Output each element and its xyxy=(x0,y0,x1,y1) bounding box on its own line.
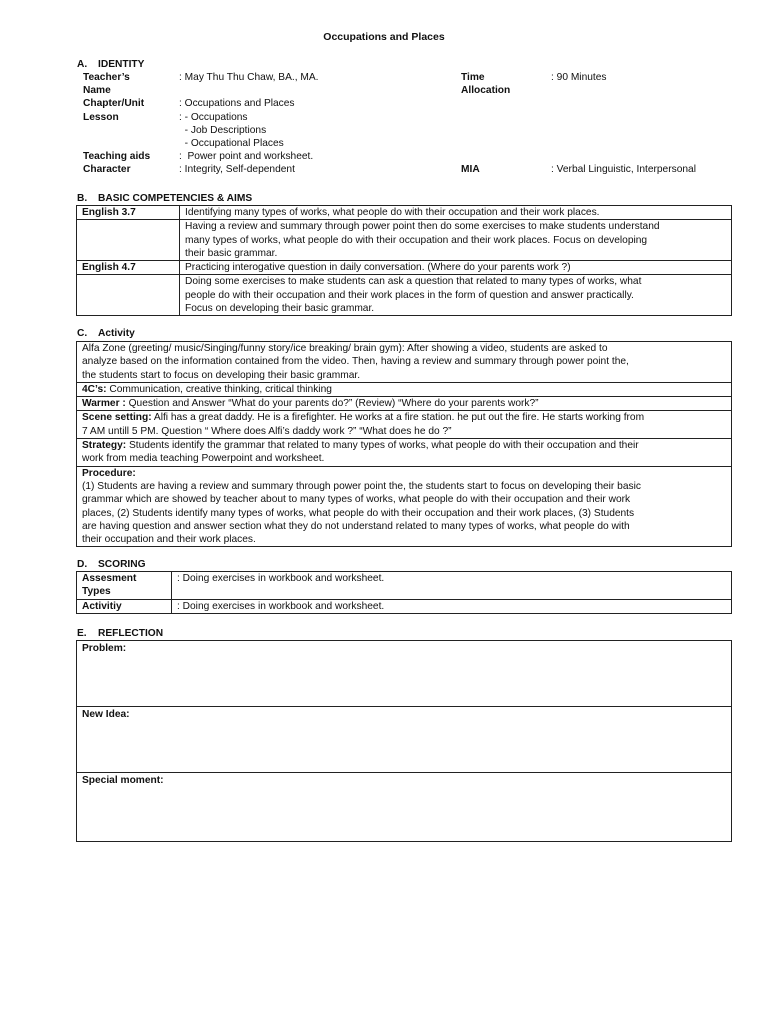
text-line: Focus on developing their basic grammar. xyxy=(185,303,375,315)
chapter-value: : Occupations and Places xyxy=(179,98,295,110)
text-line xyxy=(82,439,726,452)
text-line: Alfa Zone (greeting/ music/Singing/funny story/ice breaking/ brain gym): After showing a video, students are asked to xyxy=(82,343,608,354)
aids-label: Teaching aids xyxy=(83,151,151,163)
identity-block xyxy=(83,71,733,177)
text-line: (1) Students are having a review and summary through power point the, the students start to focus on developing their basic xyxy=(82,480,641,492)
section-letter: E. xyxy=(77,628,87,639)
scene-cell xyxy=(77,411,732,439)
section-letter: C. xyxy=(77,328,88,339)
scoring-table xyxy=(76,571,732,614)
strategy-text: Students identify the grammar that related to many types of works, what people do with their occupation and their xyxy=(126,440,639,452)
section-letter: D. xyxy=(77,559,88,570)
text-line: people do with their occupation and their work places in the form of question and answer practically. xyxy=(185,289,634,301)
section-title: REFLECTION xyxy=(98,628,164,639)
section-letter: B. xyxy=(77,193,88,204)
alfa-zone-cell xyxy=(77,342,732,383)
section-a-heading xyxy=(77,58,144,71)
special-moment-label: Special moment: xyxy=(82,775,164,786)
four-c-cell xyxy=(77,382,732,396)
text-line: grammar which are showed by teacher about to many types of works, what people do with their occupation and their work xyxy=(82,494,631,506)
document-title: Occupations and Places xyxy=(323,31,445,43)
lesson-line: : - Occupations xyxy=(179,111,248,123)
assessment-label xyxy=(77,572,172,600)
activity-value: : Doing exercises in workbook and worksheet. xyxy=(172,599,732,613)
scene-text: Alfi has a great daddy. He is a firefighter. He works at a fire station. he put out the fire. He starts working from xyxy=(151,412,645,424)
competency-key xyxy=(77,220,180,261)
table-row xyxy=(77,342,732,383)
mia-value: : Verbal Linguistic, Interpersonal xyxy=(551,164,696,176)
activity-label: Activitiy xyxy=(77,599,172,613)
text-line: analyze based on the information contained from the video. Then, having a review and summary through power point the, xyxy=(82,356,629,368)
procedure-label: Procedure: xyxy=(82,467,136,479)
four-c-text: Communication, creative thinking, critical thinking xyxy=(106,383,332,395)
text-line: their basic grammar. xyxy=(185,247,278,259)
time-value: : 90 Minutes xyxy=(551,72,607,83)
table-row xyxy=(77,707,732,773)
section-c-heading xyxy=(77,327,135,340)
competency-text xyxy=(180,275,732,316)
aids-value: : Power point and worksheet. xyxy=(179,151,314,163)
table-row xyxy=(77,599,732,613)
text-line: their occupation and their work places. xyxy=(82,534,256,546)
table-row xyxy=(77,397,732,411)
competency-text xyxy=(180,220,732,261)
text-line: the students start to focus on developing their basic grammar. xyxy=(82,369,361,381)
mia-label: MIA xyxy=(461,164,480,176)
new-idea-cell[interactable] xyxy=(77,707,732,773)
table-row xyxy=(77,466,732,547)
time-label: Time xyxy=(461,72,485,83)
activity-table xyxy=(76,341,732,547)
table-row xyxy=(77,382,732,396)
strategy-cell xyxy=(77,439,732,467)
text-line: Practicing interogative question in daily conversation. (Where do your parents work ?) xyxy=(185,262,571,274)
text-line: places, (2) Students identify many types of works, what people do with their occupation and their work places, (3) Students xyxy=(82,507,635,519)
table-row xyxy=(77,275,732,316)
table-row xyxy=(77,773,732,842)
section-d-heading xyxy=(77,558,146,571)
section-title: BASIC COMPETENCIES & AIMS xyxy=(98,193,253,204)
section-title: Activity xyxy=(98,328,135,339)
text-line: many types of works, what people do with their occupation and their work places. Focus on developing xyxy=(185,234,648,246)
section-e-heading xyxy=(77,627,163,640)
section-title: IDENTITY xyxy=(98,59,145,70)
section-letter: A. xyxy=(77,59,88,70)
text-line: Identifying many types of works, what people do with their occupation and their work places. xyxy=(185,207,600,218)
teacher-value: : May Thu Thu Chaw, BA., MA. xyxy=(179,72,319,83)
chapter-label: Chapter/Unit xyxy=(83,98,145,110)
time-label-cont: Allocation xyxy=(461,85,511,97)
reflection-table xyxy=(76,640,732,842)
teacher-label: Teacher’s xyxy=(83,72,130,83)
section-b-heading xyxy=(77,192,252,205)
competency-text xyxy=(180,261,732,275)
special-moment-cell[interactable] xyxy=(77,773,732,842)
competency-key: English 4.7 xyxy=(77,261,180,275)
lesson-line: - Job Descriptions xyxy=(179,124,267,136)
text-line: work from media teaching Powerpoint and worksheet. xyxy=(82,453,325,465)
competency-key xyxy=(77,275,180,316)
problem-label: Problem: xyxy=(82,643,127,654)
competency-text xyxy=(180,206,732,220)
warmer-cell xyxy=(77,397,732,411)
table-row xyxy=(77,220,732,261)
text-line: 7 AM untill 5 PM. Question “ Where does Alfi’s daddy work ?” “What does he do ?” xyxy=(82,425,452,437)
text-line: are having question and answer section what they do not understand related to many types of works, what people do with xyxy=(82,520,630,532)
scene-label: Scene setting: xyxy=(82,412,152,424)
table-row xyxy=(77,572,732,600)
table-row xyxy=(77,261,732,275)
table-row xyxy=(77,439,732,467)
text-line: Doing some exercises to make students can ask a question that related to many types of works, what xyxy=(185,276,642,288)
procedure-cell xyxy=(77,466,732,547)
competency-key: English 3.7 xyxy=(77,206,180,220)
strategy-label: Strategy: xyxy=(82,440,127,452)
lesson-label: Lesson xyxy=(83,111,119,123)
text-line: Types xyxy=(82,586,111,598)
warmer-label: Warmer : xyxy=(82,398,126,410)
character-label: Character xyxy=(83,164,131,176)
four-c-label: 4C’s: xyxy=(82,383,107,395)
text-line xyxy=(82,411,726,424)
warmer-text: Question and Answer “What do your parents do?” (Review) “Where do your parents work?” xyxy=(125,398,539,410)
table-row xyxy=(77,206,732,220)
lesson-line: - Occupational Places xyxy=(179,137,284,149)
character-value: : Integrity, Self-dependent xyxy=(179,164,295,176)
text-line: Having a review and summary through power point then do some exercises to make students understand xyxy=(185,221,660,233)
table-row xyxy=(77,641,732,707)
assessment-value: : Doing exercises in workbook and worksheet. xyxy=(172,572,732,600)
new-idea-label: New Idea: xyxy=(82,709,130,720)
teacher-label-cont: Name xyxy=(83,85,111,97)
table-row xyxy=(77,411,732,439)
competencies-table xyxy=(76,205,732,316)
section-title: SCORING xyxy=(98,559,146,570)
text-line: Assesment xyxy=(82,573,137,584)
problem-cell[interactable] xyxy=(77,641,732,707)
